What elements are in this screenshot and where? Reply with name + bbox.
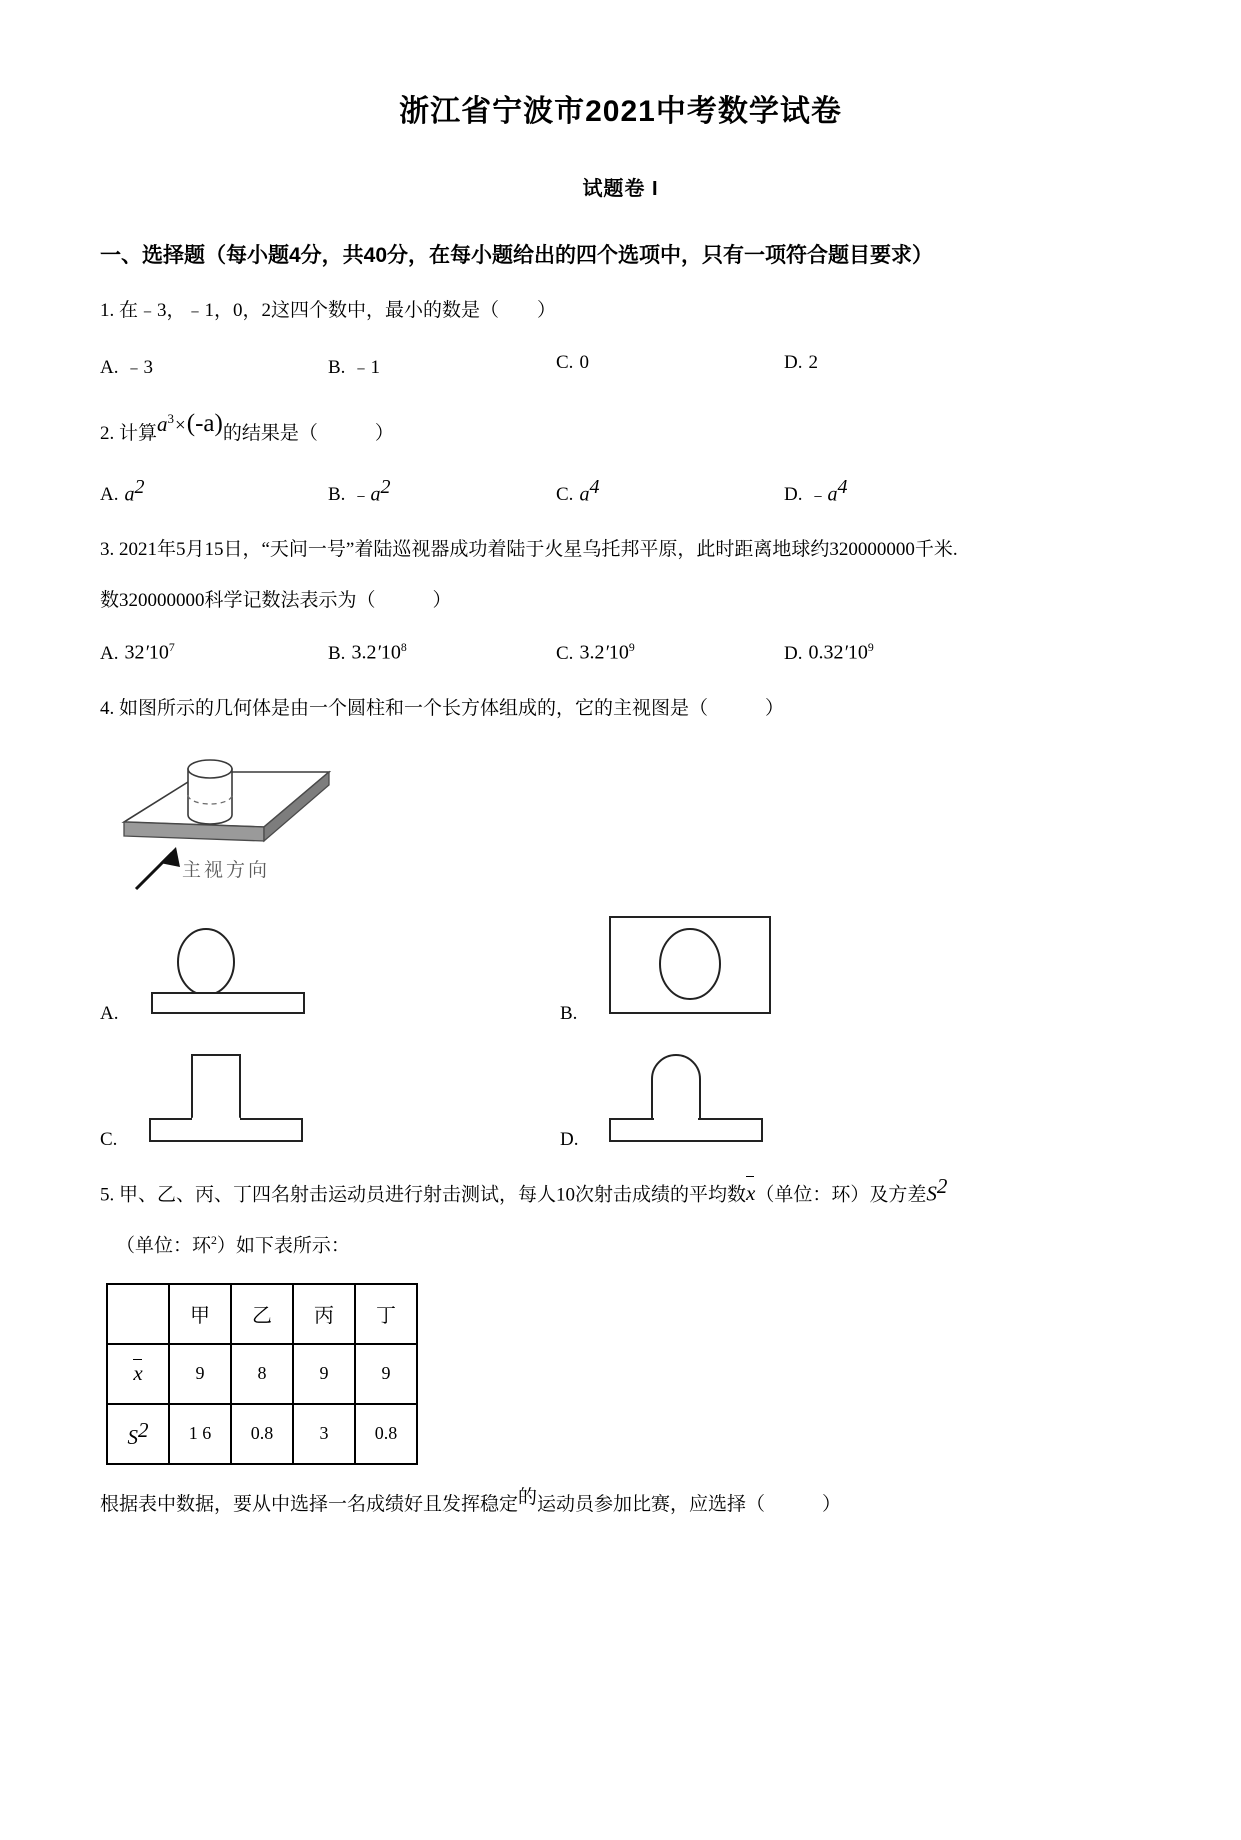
option-4a[interactable] bbox=[100, 907, 560, 1027]
option-1d-text: 2 bbox=[808, 351, 818, 373]
table-col-header-jia: 甲 bbox=[169, 1284, 231, 1344]
question-3-text-line2: 数320000000科学记数法表示为（ ） bbox=[100, 589, 452, 611]
option-3a-times: ′ bbox=[144, 641, 149, 664]
option-3d-exp: 9 bbox=[867, 641, 874, 655]
question-5-unit-exp: 2 bbox=[211, 1233, 217, 1247]
option-3b-base: 10 bbox=[380, 641, 401, 664]
variance-symbol-exp: 2 bbox=[936, 1174, 948, 1199]
table-cell-mean-jia: 9 bbox=[169, 1344, 231, 1404]
table-row bbox=[107, 1344, 417, 1404]
option-4b-figure bbox=[594, 907, 814, 1027]
question-4-text: 如图所示的几何体是由一个圆柱和一个长方体组成的，它的主视图是（ ） bbox=[119, 697, 785, 719]
option-3b-label: B. bbox=[328, 642, 346, 664]
table-col-header-bing: 丙 bbox=[293, 1284, 355, 1344]
table-col-header-ding: 丁 bbox=[355, 1284, 417, 1344]
question-3-number: 3. bbox=[100, 539, 115, 561]
question-4-options-row1 bbox=[100, 907, 1141, 1027]
question-5-tail-a: 根据表中数据，要从中选择一名成绩好且发挥稳定 bbox=[100, 1493, 519, 1515]
option-3a-base: 10 bbox=[148, 641, 169, 664]
option-3a-mantissa: 32 bbox=[124, 641, 145, 664]
option-4a-figure bbox=[134, 907, 334, 1027]
table-row bbox=[107, 1404, 417, 1464]
table-col-header-yi: 乙 bbox=[231, 1284, 293, 1344]
option-4d-figure bbox=[594, 1043, 794, 1153]
question-3-stem-line2 bbox=[100, 587, 1141, 616]
table-cell-var-jia: 1 6 bbox=[169, 1404, 231, 1464]
option-2a[interactable] bbox=[100, 476, 328, 506]
option-3d[interactable] bbox=[784, 641, 1012, 664]
question-5-stem-line1 bbox=[100, 1171, 1141, 1210]
option-2b-sign: ﹣ bbox=[351, 484, 371, 506]
option-2b-base: a bbox=[370, 483, 381, 506]
question-2-formula bbox=[157, 405, 223, 443]
question-5-unit-b: ）如下表所示： bbox=[216, 1235, 350, 1257]
option-1d-label: D. bbox=[784, 351, 803, 373]
question-5-stem-line2 bbox=[116, 1232, 1141, 1261]
question-2-number: 2. bbox=[100, 422, 115, 444]
question-5-number: 5. bbox=[100, 1184, 115, 1206]
option-3a-label: A. bbox=[100, 642, 119, 664]
option-3b-mantissa: 3.2 bbox=[351, 641, 377, 664]
option-2c-base: a bbox=[579, 483, 590, 506]
question-5-text-a: 甲、乙、丙、丁四名射击运动员进行射击测试，每人10次射击成绩的平均数 bbox=[119, 1184, 747, 1206]
option-2b-label: B. bbox=[328, 484, 346, 506]
formula-base: a bbox=[157, 411, 168, 436]
option-1a-text: ﹣3 bbox=[124, 356, 153, 378]
table-cell-var-ding: 0.8 bbox=[355, 1404, 417, 1464]
option-2a-label: A. bbox=[100, 484, 119, 506]
table-cell-var-yi: 0.8 bbox=[231, 1404, 293, 1464]
question-4-options-row2 bbox=[100, 1043, 1141, 1153]
question-5-tail-b: 运动员参加比赛，应选择（ ） bbox=[537, 1493, 842, 1515]
table-cell-var-bing: 3 bbox=[293, 1404, 355, 1464]
option-1c[interactable] bbox=[556, 352, 784, 379]
cylinder-on-slab-icon bbox=[114, 737, 474, 907]
variance-symbol-cell-exp: 2 bbox=[138, 1417, 149, 1442]
option-3b-times: ′ bbox=[376, 641, 381, 664]
question-2-stem bbox=[100, 409, 1141, 451]
option-4c-figure bbox=[134, 1043, 334, 1153]
circle-in-rectangle-icon bbox=[594, 907, 814, 1022]
option-3d-mantissa: 0.32 bbox=[808, 641, 844, 664]
option-3c-label: C. bbox=[556, 642, 574, 664]
option-4b[interactable] bbox=[560, 907, 1020, 1027]
option-2d-base: a bbox=[827, 483, 838, 506]
exam-page bbox=[0, 86, 1241, 1840]
rect-on-bar-icon bbox=[134, 1043, 334, 1148]
option-2b[interactable] bbox=[328, 476, 556, 506]
variance-symbol-cell: S bbox=[127, 1424, 138, 1449]
question-2-suffix: 的结果是（ ） bbox=[222, 422, 394, 444]
option-2c-exp: 4 bbox=[589, 476, 600, 498]
page-title: 浙江省宁波市2021中考数学试卷 bbox=[399, 95, 842, 128]
option-1a[interactable] bbox=[100, 352, 328, 379]
formula-exponent: 3 bbox=[167, 410, 175, 426]
table-cell-mean-ding: 9 bbox=[355, 1344, 417, 1404]
option-4c-label: C. bbox=[100, 1129, 118, 1151]
question-1-text: 在﹣3，﹣1，0，2这四个数中，最小的数是（ ） bbox=[119, 300, 557, 321]
option-2c[interactable] bbox=[556, 476, 784, 506]
question-3-options bbox=[100, 641, 1141, 664]
option-1a-label: A. bbox=[100, 356, 119, 378]
option-1b-text: ﹣1 bbox=[351, 356, 380, 378]
option-4c[interactable] bbox=[100, 1043, 560, 1153]
option-3b[interactable] bbox=[328, 641, 556, 664]
circle-on-bar-icon bbox=[134, 907, 334, 1022]
question-1-stem bbox=[100, 297, 1141, 326]
question-2-prefix: 计算 bbox=[119, 422, 158, 444]
option-3c-base: 10 bbox=[608, 641, 629, 664]
question-3-text-line1: 2021年5月15日，“天问一号”着陆巡视器成功着陆于火星乌托邦平原，此时距离地球约320000000千米. bbox=[119, 539, 958, 561]
table-row-label-mean bbox=[107, 1344, 169, 1404]
option-4b-label: B. bbox=[560, 1003, 578, 1025]
variance-symbol: S bbox=[926, 1181, 937, 1206]
option-3c[interactable] bbox=[556, 641, 784, 664]
option-3b-exp: 8 bbox=[400, 641, 407, 655]
question-5-tail-de: 的 bbox=[518, 1486, 538, 1508]
mean-symbol-cell: x bbox=[133, 1361, 143, 1386]
table-row-label-variance bbox=[107, 1404, 169, 1464]
statistics-table bbox=[106, 1283, 418, 1465]
question-4-number: 4. bbox=[100, 697, 115, 719]
option-2a-base: a bbox=[124, 483, 135, 506]
question-2-options bbox=[100, 476, 1141, 506]
option-4a-label: A. bbox=[100, 1003, 119, 1025]
option-2c-label: C. bbox=[556, 484, 574, 506]
option-3c-mantissa: 3.2 bbox=[579, 641, 605, 664]
solid-figure bbox=[114, 737, 474, 907]
option-1b[interactable] bbox=[328, 352, 556, 379]
option-2a-exp: 2 bbox=[134, 476, 145, 498]
question-1-options bbox=[100, 352, 1141, 379]
option-1d[interactable] bbox=[784, 352, 1012, 379]
question-1-number: 1. bbox=[100, 300, 115, 321]
option-3d-base: 10 bbox=[847, 641, 868, 664]
mean-symbol: x bbox=[746, 1178, 755, 1210]
option-2d[interactable] bbox=[784, 476, 1012, 506]
option-3a[interactable] bbox=[100, 641, 328, 664]
option-3d-times: ′ bbox=[843, 641, 848, 664]
table-corner-cell bbox=[107, 1284, 169, 1344]
option-3c-exp: 9 bbox=[628, 641, 635, 655]
section-heading: 一、选择题（每小题4分，共40分，在每小题给出的四个选项中，只有一项符合题目要求） bbox=[100, 244, 934, 267]
option-1b-label: B. bbox=[328, 356, 346, 378]
option-2b-exp: 2 bbox=[380, 476, 391, 498]
option-2d-exp: 4 bbox=[837, 476, 848, 498]
multiply-sign: × bbox=[175, 414, 186, 436]
option-3c-times: ′ bbox=[604, 641, 609, 664]
option-3d-label: D. bbox=[784, 642, 803, 664]
option-1c-label: C. bbox=[556, 351, 574, 373]
option-4d[interactable] bbox=[560, 1043, 1020, 1153]
page-subtitle: 试题卷 I bbox=[582, 178, 659, 200]
question-5-text-b: （单位：环）及方差 bbox=[755, 1184, 927, 1206]
question-3-stem-line1 bbox=[100, 536, 1141, 565]
option-1c-text: 0 bbox=[579, 351, 589, 373]
question-5-unit-a: （单位：环 bbox=[116, 1235, 212, 1257]
table-cell-mean-bing: 9 bbox=[293, 1344, 355, 1404]
option-4d-label: D. bbox=[560, 1129, 579, 1151]
question-4-stem bbox=[100, 695, 1141, 724]
option-2d-sign: ﹣ bbox=[808, 484, 828, 506]
table-row-header bbox=[107, 1284, 417, 1344]
roundtop-on-bar-icon bbox=[594, 1043, 794, 1148]
table-cell-mean-yi: 8 bbox=[231, 1344, 293, 1404]
question-5-tail bbox=[100, 1486, 1141, 1516]
view-direction-label: 主视方向 bbox=[182, 860, 271, 882]
formula-tail: (-a) bbox=[186, 409, 223, 437]
option-3a-exp: 7 bbox=[168, 641, 175, 655]
option-2d-label: D. bbox=[784, 484, 803, 506]
